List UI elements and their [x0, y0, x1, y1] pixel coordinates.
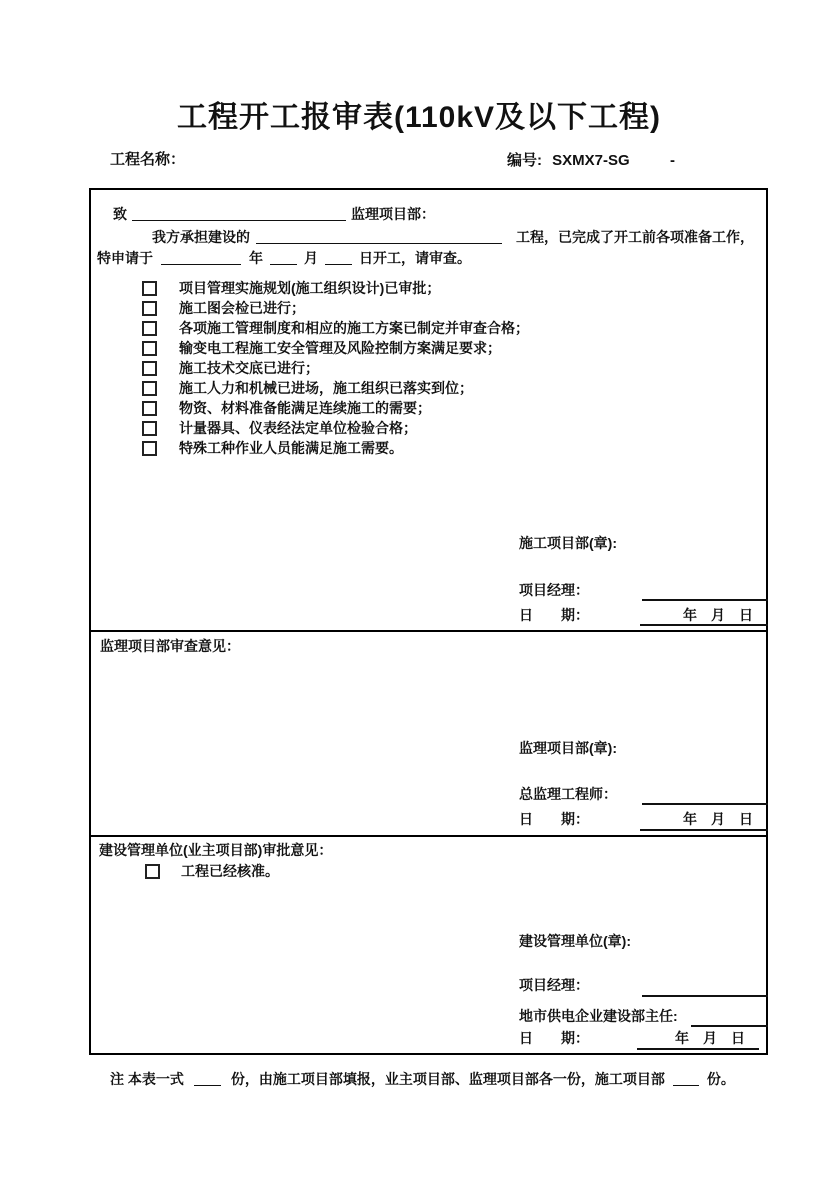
to-line	[113, 206, 435, 222]
checklist-item-label: 施工技术交底已进行；	[179, 360, 319, 376]
checklist-item-label: 输变电工程施工安全管理及风险控制方案满足要求；	[179, 340, 501, 356]
date-label: 日 期：	[519, 607, 589, 623]
approval-check-row	[145, 863, 279, 879]
chief-engineer-signature-line[interactable]	[642, 803, 768, 805]
apply-date-line	[97, 250, 471, 266]
project-name-field[interactable]	[256, 229, 502, 244]
form-title: 工程开工报审表(110kV及以下工程)	[176, 101, 662, 134]
year-label: 年	[249, 250, 263, 266]
owner-approval-heading: 建设管理单位(业主项目部)审批意见：	[99, 842, 333, 858]
apply-day-field[interactable]	[325, 250, 352, 265]
checkbox-tech-briefing[interactable]	[142, 361, 157, 376]
date-label: 日 期：	[519, 1030, 589, 1046]
checklist-item-label: 物资、材料准备能满足连续施工的需要；	[179, 400, 431, 416]
checkbox-drawing-review[interactable]	[142, 301, 157, 316]
checklist-item	[142, 280, 440, 296]
project-manager-signature-line[interactable]	[642, 599, 768, 601]
doc-number	[507, 152, 630, 169]
checklist-item	[142, 320, 529, 336]
checklist-item	[142, 400, 431, 416]
footer-note-mid: 份，由施工项目部填报，业主项目部、监理项目部各一份，施工项目部	[230, 1071, 665, 1087]
supervision-review-comment-area[interactable]	[100, 660, 500, 735]
checkbox-safety-risk[interactable]	[142, 341, 157, 356]
total-copies-field[interactable]	[194, 1071, 221, 1086]
construction-director-signature-line[interactable]	[691, 1025, 768, 1027]
section-divider	[91, 630, 766, 632]
construction-dept-stamp-label: 施工项目部(章):	[519, 535, 617, 551]
checklist-item	[142, 380, 473, 396]
checklist-item	[142, 440, 403, 456]
supervision-dept-stamp-label: 监理项目部(章):	[519, 740, 617, 756]
checklist-item	[142, 420, 417, 436]
footer-note-suffix: 份。	[706, 1071, 735, 1087]
checkbox-project-approved[interactable]	[145, 864, 160, 879]
footer-note	[110, 1071, 735, 1087]
apply-year-field[interactable]	[161, 250, 241, 265]
checklist-item-label: 特殊工种作业人员能满足施工需要。	[179, 440, 403, 456]
footer-note-prefix: 注 本表一式	[110, 1071, 184, 1087]
undertake-suffix: 工程，已完成了开工前各项准备工作，	[516, 229, 754, 245]
construction-copies-field[interactable]	[673, 1071, 699, 1086]
date-fill-line[interactable]	[637, 1048, 759, 1050]
chief-supervision-engineer-label: 总监理工程师：	[519, 786, 617, 802]
checkbox-special-workers[interactable]	[142, 441, 157, 456]
date-units: 年 月 日	[683, 607, 753, 623]
construction-director-label: 地市供电企业建设部主任:	[519, 1008, 678, 1024]
apply-suffix: 日开工，请审查。	[359, 250, 471, 266]
checklist-item-label: 施工图会检已进行；	[179, 300, 305, 316]
date-label: 日 期：	[519, 811, 589, 827]
checklist-item	[142, 340, 501, 356]
checkbox-instruments[interactable]	[142, 421, 157, 436]
owner-project-manager-label: 项目经理：	[519, 977, 589, 993]
date-fill-line[interactable]	[640, 624, 768, 626]
project-name-label: 工程名称：	[110, 151, 186, 168]
doc-number-label: 编号:	[507, 152, 542, 169]
owner-approval-comment-area[interactable]	[100, 890, 500, 950]
section-divider	[91, 835, 766, 837]
owner-manager-signature-line[interactable]	[642, 995, 768, 997]
to-label: 致	[113, 206, 127, 222]
doc-number-dash: -	[670, 152, 675, 169]
project-manager-label: 项目经理：	[519, 582, 589, 598]
checkbox-materials[interactable]	[142, 401, 157, 416]
checklist-item	[142, 360, 319, 376]
date-units: 年 月 日	[675, 1030, 745, 1046]
month-label: 月	[304, 250, 318, 266]
undertake-label: 我方承担建设的	[152, 229, 250, 245]
doc-number-value: SXMX7-SG	[552, 152, 630, 169]
checklist-item-label: 项目管理实施规划(施工组织设计)已审批；	[179, 280, 441, 296]
apply-month-field[interactable]	[270, 250, 297, 265]
owner-unit-stamp-label: 建设管理单位(章):	[519, 933, 631, 949]
to-suffix: 监理项目部：	[351, 206, 435, 222]
checklist-item-label: 计量器具、仪表经法定单位检验合格；	[179, 420, 417, 436]
apply-label: 特申请于	[97, 250, 153, 266]
checklist-item-label: 施工人力和机械已进场，施工组织已落实到位；	[179, 380, 473, 396]
supervision-dept-name-field[interactable]	[132, 206, 346, 221]
checkbox-mgmt-systems[interactable]	[142, 321, 157, 336]
approved-item-label: 工程已经核准。	[181, 863, 279, 879]
form-table	[89, 188, 768, 1055]
supervision-review-heading: 监理项目部审查意见：	[100, 638, 240, 654]
checkbox-plan-approved[interactable]	[142, 281, 157, 296]
checkbox-manpower-machinery[interactable]	[142, 381, 157, 396]
undertake-line	[152, 229, 754, 245]
date-fill-line[interactable]	[640, 829, 768, 831]
date-units: 年 月 日	[683, 811, 753, 827]
checklist-item	[142, 300, 305, 316]
checklist-item-label: 各项施工管理制度和相应的施工方案已制定并审查合格；	[179, 320, 529, 336]
